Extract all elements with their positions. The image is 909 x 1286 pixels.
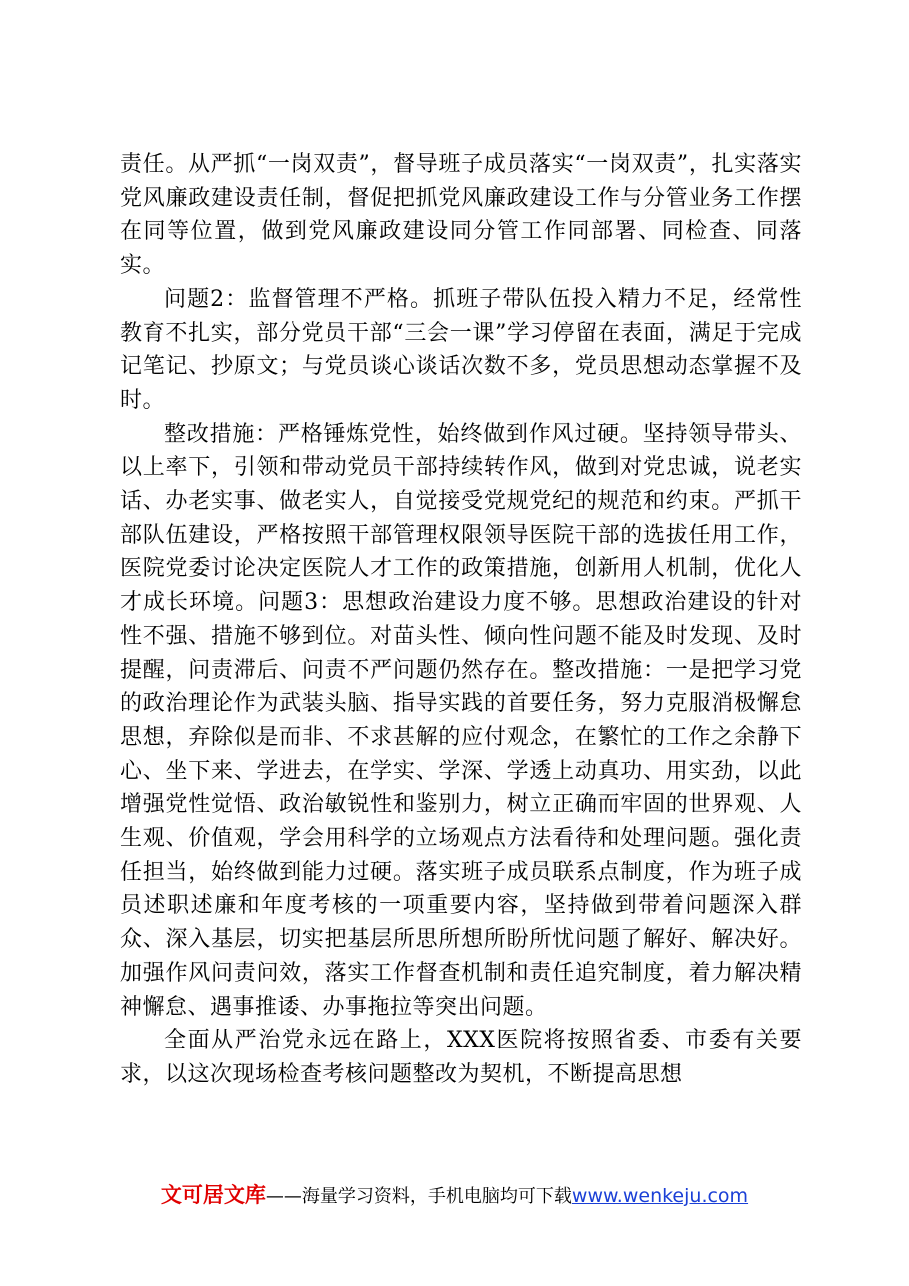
paragraph-1: 责任。从严抓“一岗双责”，督导班子成员落实“一岗双责”，扎实落实党风廉政建设责任制，督促把抓党风廉政建设工作与分管业务工作摆在同等位置，做到党风廉政建设同分管工作同部署、同检查、同落实。	[120, 152, 802, 279]
footer-brand: 文可居文库	[160, 1183, 266, 1207]
document-body	[120, 148, 802, 1092]
paragraph-3: 整改措施：严格锤炼党性，始终做到作风过硬。坚持领导带头、以上率下，引领和带动党员干部持续转作风，做到对党忠诚，说老实话、办老实事、做老实人，自觉接受党规党纪的规范和约束。严抓干部队伍建设，严格按照干部管理权限领导医院干部的选拔任用工作，医院党委讨论决定医院人才工作的政策措施，创新用人机制，优化人才成长环境。问题3：思想政治建设力度不够。思想政治建设的针对性不强、措施不够到位。对苗头性、倾向性问题不能及时发现、及时提醒，问责滞后、问责不严问题仍然存在。整改措施：一是把学习党的政治理论作为武装头脑、指导实践的首要任务，努力克服消极懈怠思想，弃除似是而非、不求甚解的应付观念，在繁忙的工作之余静下心、坐下来、学进去，在学实、学深、学透上动真功、用实劲，以此增强党性觉悟、政治敏锐性和鉴别力，树立正确而牢固的世界观、人生观、价值观，学会用科学的立场观点方法看待和处理问题。强化责任担当，始终做到能力过硬。落实班子成员联系点制度，作为班子成员述职述廉和年度考核的一项重要内容，坚持做到带着问题深入群众、深入基层，切实把基层所思所想所盼所忧问题了解好、解决好。加强作风问责问效，落实工作督查机制和责任追究制度，着力解决精神懈怠、遇事推诿、办事拖拉等突出问题。	[120, 421, 802, 1020]
paragraph-2: 问题2：监督管理不严格。抓班子带队伍投入精力不足，经常性教育不扎实，部分党员干部“三会一课”学习停留在表面，满足于完成记笔记、抄原文；与党员谈心谈话次数不多，党员思想动态掌握不及时。	[120, 286, 802, 413]
footer-site-link[interactable]: www.wenkeju.com	[571, 1185, 749, 1207]
paragraph-4: 全面从严治党永远在路上，XXX医院将按照省委、市委有关要求，以这次现场检查考核问题整改为契机，不断提高思想	[120, 1028, 802, 1087]
footer-banner	[0, 1181, 909, 1211]
footer-slogan: ——海量学习资料，手机电脑均可下载	[265, 1186, 572, 1207]
